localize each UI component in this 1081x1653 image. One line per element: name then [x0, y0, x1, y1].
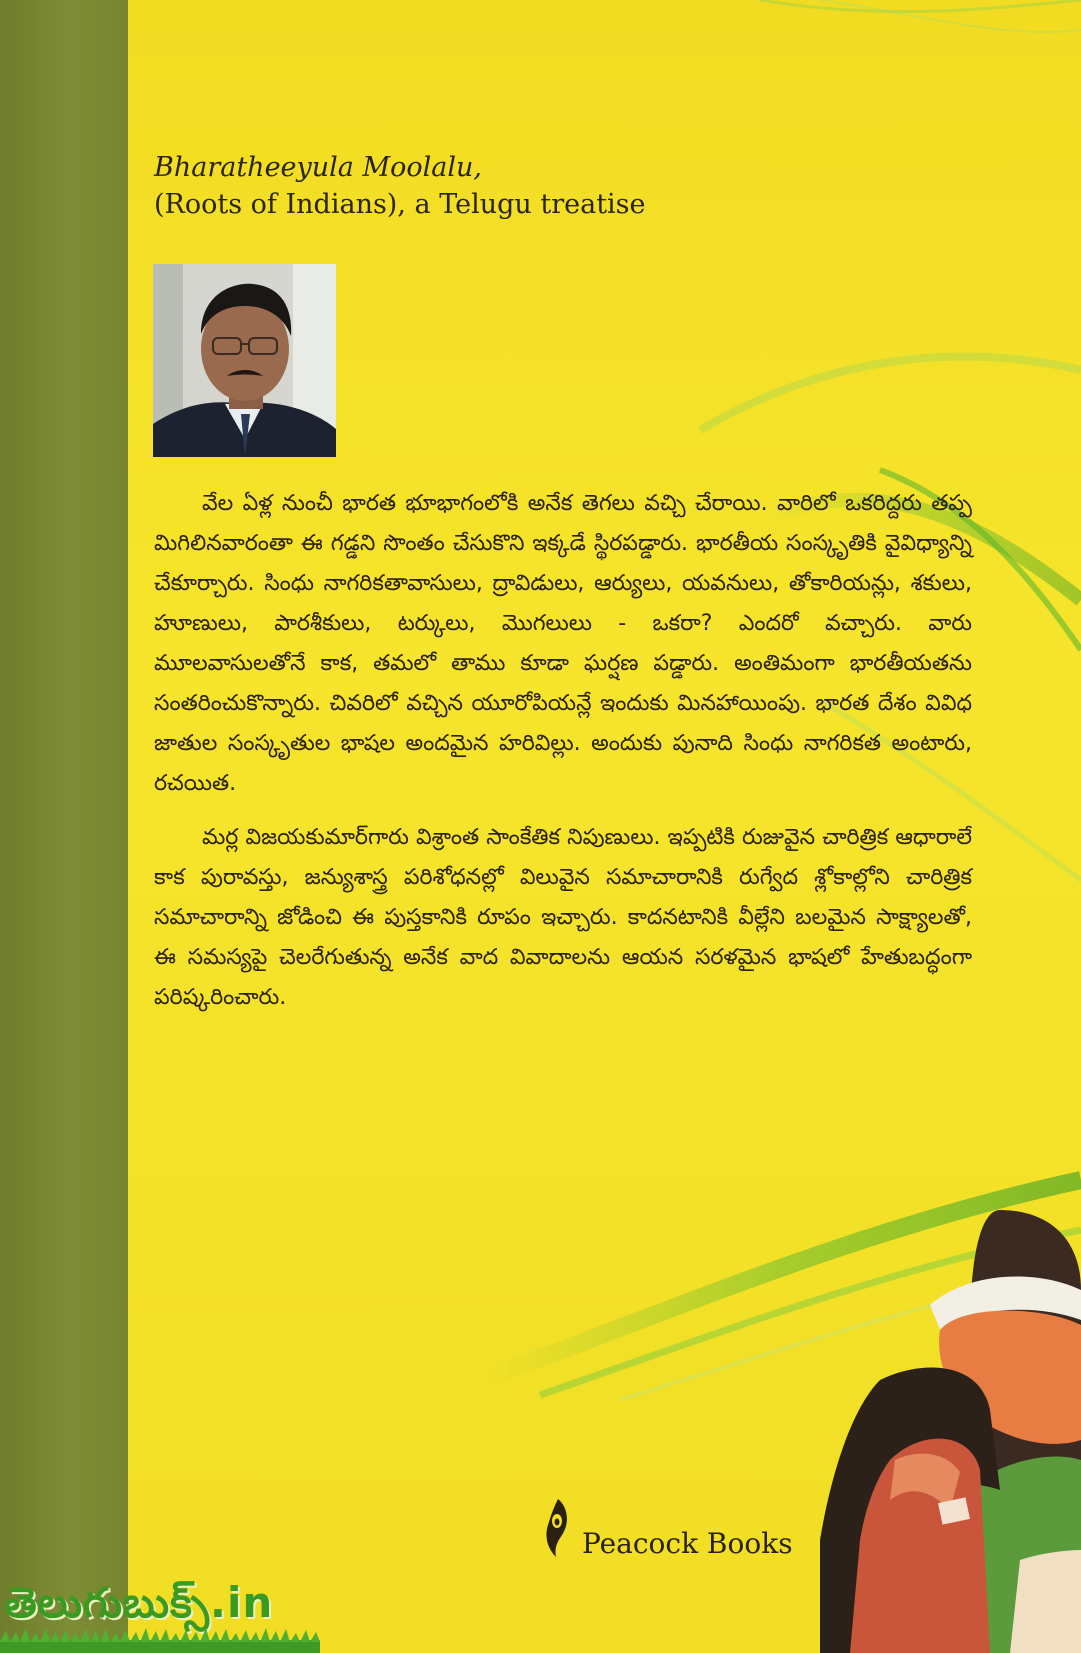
blurb-paragraph-2: మర్ల విజయకుమార్‌గారు విశ్రాంత సాంకేతిక నిపుణులు. ఇప్పటికి రుజువైన చారిత్రిక ఆధారాలే కాక పురావస్తు, జన్యుశాస్త్ర పరిశోధనల్లో విలువైన సమాచారానికి రుగ్వేద శ్లోకాల్లోని చారిత్రిక సమాచారాన్ని జోడించి ఈ పుస్తకానికి రూపం ఇచ్చారు. కాదనటానికి వీల్లేని బలమైన సాక్ష్యాలతో, ఈ సమస్యపై చెలరేగుతున్న అనేక వాద వివాదాలను ఆయన సరళమైన భాషలో హేతుబద్ధంగా పరిష్కరించారు. — [154, 825, 972, 1010]
book-title — [154, 150, 646, 224]
publisher-mark — [540, 1497, 793, 1559]
site-watermark: తెలుగుబుక్స్.in — [4, 1578, 274, 1627]
title-line-1: Bharatheeyula Moolalu, — [154, 152, 482, 183]
peacock-feather-icon — [540, 1497, 572, 1559]
blurb-paragraph-1: వేల ఏళ్ల నుంచీ భారత భూభాగంలోకి అనేక తెగలు వచ్చి చేరాయి. వారిలో ఒకరిద్దరు తప్ప మిగిలినవారంతా ఈ గడ్డని సొంతం చేసుకొని ఇక్కడే స్థిరపడ్డారు. భారతీయ సంస్కృతికి వైవిధ్యాన్ని చేకూర్చారు. సింధు నాగరికతావాసులు, ద్రావిడులు, ఆర్యులు, యవనులు, తోకారియన్లు, శకులు, హూణులు, పారశీకులు, టర్కులు, మొగలులు - ఒకరా? ఎందరో వచ్చారు. వారు మూలవాసులతోనే కాక, తమలో తాము కూడా ఘర్షణ పడ్డారు. అంతిమంగా భారతీయతను సంతరించుకొన్నారు. చివరిలో వచ్చిన యూరోపియన్లే ఇందుకు మినహాయింపు. భారత దేశం వివిధ జాతుల సంస్కృతుల భాషల అందమైన హరివిల్లు. అందుకు పునాది సింధు నాగరికత అంటారు, రచయిత. — [154, 491, 972, 796]
blurb-text — [154, 484, 972, 1032]
author-photo — [153, 264, 336, 457]
publisher-name: Peacock Books — [582, 1527, 793, 1560]
figures-illustration — [820, 1210, 1081, 1653]
title-line-2: (Roots of Indians), a Telugu treatise — [154, 189, 646, 220]
grass-decoration — [0, 1628, 320, 1653]
